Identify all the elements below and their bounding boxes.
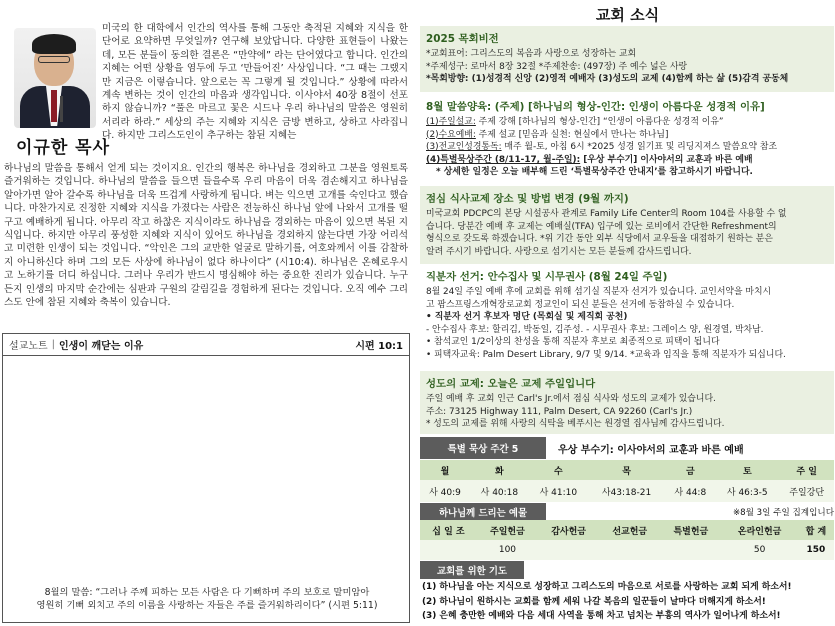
meditation-reading: 사 40:9 bbox=[429, 487, 461, 498]
church-news-column bbox=[420, 0, 835, 626]
prayer-header bbox=[420, 562, 834, 578]
offering-value: 50 bbox=[753, 545, 766, 555]
meditation-caption: 특별 묵상 주간 5 bbox=[420, 437, 546, 459]
pastor-column bbox=[0, 0, 412, 626]
vision-line: *주제성구: 로마서 8장 32절 *주제찬송: (497장) 주 예수 넓은 사랑 bbox=[426, 61, 688, 72]
meditation-subtitle: 우상 부수기: 이사야서의 교훈과 바른 예배 bbox=[558, 444, 744, 456]
lunch-line: 알려 주시기 바랍니다. 사랑으로 섬기시는 모든 분들께 감사드립니다. bbox=[426, 246, 692, 257]
sermon-note-separator: | bbox=[51, 339, 56, 350]
outreach-line: * 성도의 교제를 위해 사랑의 식탁을 베푸시는 원경열 집사님께 감사드립니다. bbox=[426, 419, 725, 430]
lunch-panel bbox=[420, 186, 834, 264]
meditation-reading: 사 44:8 bbox=[674, 487, 707, 498]
study-heading: 8월 말씀양육: (주제) [하나님의 형상-인간: 인생이 아름다운 성경적 이유] bbox=[426, 101, 765, 113]
monthly-verse-line1: 8월의 말씀: “그러나 주께 피하는 모든 사람은 다 기뻐하며 주의 보호로 말미암아 bbox=[44, 587, 370, 598]
lunch-line: 형식으로 갖도록 하겠습니다. *위 기간 동안 외부 식당에서 교우들을 대접하기 원하는 분은 bbox=[426, 234, 773, 245]
monthly-verse bbox=[11, 586, 403, 612]
meditation-day: 월 bbox=[440, 466, 450, 477]
study-line: (1)주일설교: 주제 강해 [하나님의 형상-인간] “인생이 아름다운 성경적 이유” bbox=[426, 117, 724, 127]
election-bullet: • 피택자교육: Palm Desert Library, 9/7 및 9/14. *교육과 임직을 통해 직분자가 되십니다. bbox=[426, 349, 786, 360]
offering-col-header: 십 일 조 bbox=[432, 526, 465, 537]
study-note: * 상세한 일정은 오늘 배부해 드린 ‘특별묵상주간 안내지’를 참고하시기 바랍니다. bbox=[436, 167, 753, 178]
offering-table bbox=[420, 520, 834, 560]
meditation-reading: 사 46:3-5 bbox=[726, 487, 768, 498]
election-bullet: • 참석교인 1/2이상의 찬성을 통해 직분자 후보로 최종적으로 피택이 됩니다 bbox=[426, 337, 720, 348]
meditation-day: 금 bbox=[685, 466, 695, 477]
offering-col-header: 온라인헌금 bbox=[737, 526, 782, 537]
prayer-item: (3) 은혜 충만한 예배와 다음 세대 사역을 통해 차고 넘치는 부흥의 역사가 일어나게 하소서! bbox=[422, 611, 781, 621]
meditation-reading: 사 40:18 bbox=[480, 487, 519, 498]
offering-col-header: 주일헌금 bbox=[490, 526, 525, 537]
election-heading: 직분자 선거: 안수집사 및 시무권사 (8월 24일 주일) bbox=[426, 271, 668, 283]
meditation-days-row bbox=[420, 460, 834, 480]
offering-value bbox=[420, 540, 477, 560]
church-news-title: 교회 소식 bbox=[595, 6, 660, 24]
offering-value bbox=[599, 540, 660, 560]
pastor-photo bbox=[14, 28, 96, 128]
prayer-item: (1) 하나님을 아는 지식으로 성장하고 그리스도의 마음으로 서로를 사랑하는 교회 되게 하소서! bbox=[422, 582, 792, 592]
election-section bbox=[420, 266, 834, 364]
meditation-day: 수 bbox=[553, 466, 563, 477]
pastor-name: 이규한 목사 bbox=[16, 138, 111, 158]
meditation-reading: 주일강단 bbox=[789, 487, 825, 498]
study-line: (4)특별묵상주간 (8/11-17, 월-주일): [우상 부수기] 이사야서의 교훈과 바른 예배 bbox=[426, 154, 753, 165]
prayer-list bbox=[422, 580, 834, 624]
prayer-caption: 교회를 위한 기도 bbox=[420, 561, 524, 579]
vision-heading: 2025 목회비전 bbox=[426, 33, 499, 45]
outreach-heading: 성도의 교제: 오늘은 교제 주일입니다 bbox=[426, 378, 596, 390]
meditation-readings-row bbox=[420, 480, 834, 502]
meditation-day: 토 bbox=[742, 466, 752, 477]
offering-note: ※8월 3일 주일 집계입니다 bbox=[732, 508, 834, 518]
meditation-header bbox=[420, 438, 834, 458]
lunch-heading: 점심 식사교제 장소 및 방법 변경 (9월 까지) bbox=[426, 193, 629, 205]
pastor-column-para1: 미국의 한 대학에서 인간의 역사를 통해 그동안 축적된 지혜와 지식을 한 단어로 요약하면 무엇일까? 연구해 보았답니다. 다양한 표현들이 나왔는데, 모든 분들이 동의한 결론은 “만약에” 라는 단어였다고 합니다. 인간의 지혜는 어떤 상황을 염두에 두고 ‘만들어진’ 사상입니다. “그 때는 그랬지만 지금은 이렇습니다. 앞으로는 꼭 그렇게 될 것입니다.” 상황에 따라서 계속 변하는 것이 인간의 마음과 생각입니다. 이사야서 40장 8절이 선포하지 않습니까? “풀은 마르고 꽃은 시드나 우리 하나님의 말씀은 영원히 서리라 하라.” 세상의 주는 지혜와 지식은 금방 변하고, 상하고 사라집니다. 하지만 그리스도인이 추구하는 참된 지혜는 bbox=[102, 23, 408, 142]
vision-line: *목회방향: (1)성경적 신앙 (2)영적 예배자 (3)성도의 교제 (4)함께 하는 삶 (5)감격 공동체 bbox=[426, 74, 789, 85]
sermon-note-box bbox=[2, 333, 410, 623]
offering-value bbox=[660, 540, 721, 560]
offering-caption: 하나님께 드리는 예물 bbox=[420, 503, 546, 521]
pastor-column-para2: 하나님의 말씀을 통해서 얻게 되는 것이지요. 인간의 행복은 하나님을 경외하고 그분을 영원토록 즐거워하는 것입니다. 하나님의 말씀을 들으면 들을수록 우리 마음이 더욱 겸손해지고 하나님을 알아가면 알아 갈수록 하나님을 더욱 뜨겁게 사랑하게 됩니다. 벼는 익으면 고개를 숙인다고 했습니다. 마찬가지로 진정한 지혜와 지식을 가졌다는 사람은 전능하신 하나님 앞에 나와서 고개를 떨구고 예배하게 됩니다. 아무리 작고 하찮은 지식이라도 하나님을 경외하는 마음이 있으면 복된 지식입니다. 하지만 아무리 풍성한 지혜와 지식이 있어도 하나님을 경외하지 않는다면 가장 어리석고 미련한 인생이 되는 것입니다. “악인은 그의 교만한 얼굴로 말하기를, 여호와께서 이를 감찰하지 아니하신다 하며 그의 모든 사상에 하나님이 없다 하나이다” (시10:4). 하나님은 온혜로우시고 노하기를 더디 하십니다. 그러나 우리가 반드시 명심해야 하는 중요한 진리가 있습니다. 누구든지 인생의 마지막 순간에는 심판과 구원의 갈림길을 경험하게 된다는 것입니다. 오직 예수 그리스도 안에 참된 지혜와 축복이 있습니다. bbox=[4, 163, 408, 309]
prayer-item: (2) 하나님이 원하시는 교회를 함께 세워 나갈 복음의 일꾼들이 날마다 더해지게 하소서! bbox=[422, 596, 766, 607]
meditation-day: 목 bbox=[622, 466, 631, 477]
meditation-reading: 사43:18-21 bbox=[601, 487, 652, 498]
monthly-verse-line2: 영원히 기뻐 외치고 주의 이름을 사랑하는 자들은 주를 즐거워하리이다” (시편 5:11) bbox=[36, 600, 378, 611]
sermon-note-title: 인생이 깨닫는 이유 bbox=[59, 341, 144, 352]
offering-header-row bbox=[420, 520, 834, 540]
offering-value: 100 bbox=[498, 545, 517, 555]
study-section bbox=[420, 96, 834, 181]
lunch-line: 미국교회 PDCPC의 본당 시설공사 관계로 Family Life Center의 Room 104를 사용할 수 없 bbox=[426, 209, 787, 219]
lunch-line: 습니다. 당분간 예배 후 교제는 예배실(TFA) 입구에 있는 로비에서 간단한 Refreshment의 bbox=[426, 221, 777, 232]
meditation-reading: 사 41:10 bbox=[539, 487, 578, 498]
election-line: 8월 24일 주일 예배 후에 교회를 위해 섬기실 직분자 선거가 있습니다. 교인서약을 마치시 bbox=[426, 287, 772, 297]
offering-values-row bbox=[420, 540, 834, 560]
meditation-table bbox=[420, 460, 834, 502]
election-bullet: • 직분자 선거 후보자 명단 (목회실 및 제직회 공천) bbox=[426, 312, 628, 323]
offering-total: 150 bbox=[806, 545, 826, 555]
vision-panel bbox=[420, 26, 834, 92]
vision-line: *교회표어: 그리스도의 복음과 사랑으로 성장하는 교회 bbox=[426, 49, 637, 59]
sermon-note-label: 설교노트 bbox=[9, 341, 48, 352]
election-candidates: - 안수집사 후보: 할리김, 박동일, 김주성. - 시무권사 후보: 그레이스 양, 원경열, 박차남. bbox=[426, 324, 764, 335]
offering-value bbox=[538, 540, 599, 560]
sermon-note-reference: 시편 10:1 bbox=[355, 341, 403, 352]
offering-col-header: 합 계 bbox=[805, 526, 827, 537]
election-line: 고 팜스프링스개혁장로교회 정교인이 되신 분들은 선거에 동참하실 수 있습니다. bbox=[426, 299, 735, 310]
study-line: (2)수요예배: 주제 설교 [믿음과 실천: 현실에서 만나는 하나님] bbox=[426, 129, 669, 140]
offering-col-header: 특별헌금 bbox=[673, 526, 709, 537]
sermon-note-header bbox=[3, 334, 409, 356]
outreach-line: 주일 예배 후 교회 인근 Carl's Jr.에서 점심 식사와 성도의 교제가 있습니다. bbox=[426, 394, 716, 404]
meditation-day: 주 일 bbox=[796, 466, 817, 477]
offering-col-header: 감사헌금 bbox=[551, 526, 586, 537]
meditation-day: 화 bbox=[495, 466, 504, 477]
offering-header bbox=[420, 504, 834, 520]
study-line: (3)전교인성경통독: 매주 월-토, 아침 6시 *2025 성경 읽기표 및 리딩지져스 말씀요약 참조 bbox=[426, 142, 778, 153]
outreach-line: 주소: 73125 Highway 111, Palm Desert, CA 92260 (Carl's Jr.) bbox=[426, 406, 693, 417]
outreach-panel bbox=[420, 371, 834, 434]
offering-col-header: 선교헌금 bbox=[612, 526, 648, 537]
